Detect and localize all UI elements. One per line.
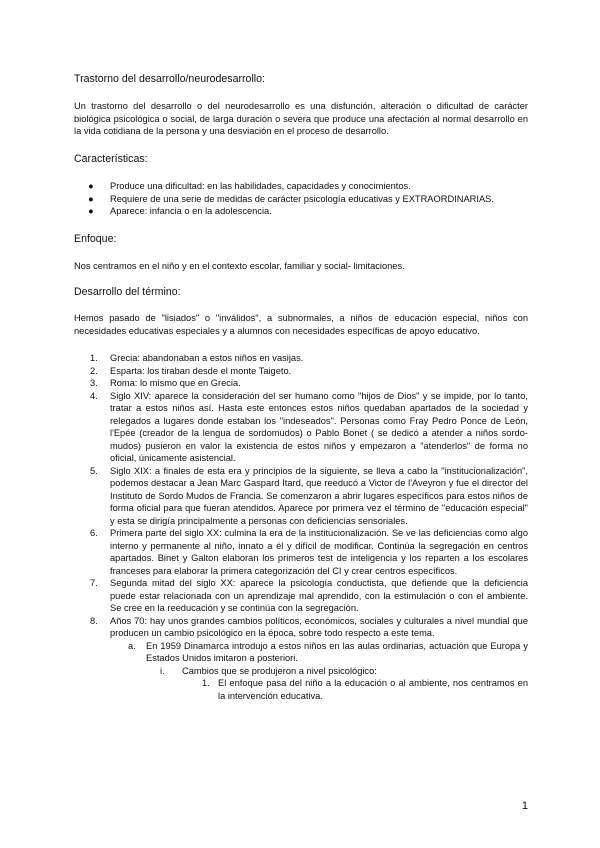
sub-item-a: a. En 1959 Dinamarca introdujo a estos niños en las aulas ordinarias, actuación que Europa y Estados Unidos imitaron a posteriori.: [128, 640, 528, 663]
list-item: 3. Roma: lo mismo que en Grecia.: [90, 378, 241, 388]
list-item: 6. Primera parte del siglo XX: culmina la era de la institucionalización. Se ve las deficiencias como algo interno y permanente al niño, innato a él y difícil de modificar. Continúa la segregación en centros apartados. Binet y Galton elaboran los primeros test de inteligencia y los reparten a los escolares franceses para elaborar la primera categorización del CI y crear centros específicos.: [90, 528, 528, 576]
caracteristicas-heading: Características:: [74, 153, 148, 165]
list-item: 8. Años 70: hay unos grandes cambios políticos, económicos, sociales y culturales a nivel mundial que producen un cambio psicológico en la época, sobre todo respecto a este tema. a. En 1959 Dinamarca introdujo a estos niños en las aulas ordinarias, actuación que Europa y Estados Unidos imitaron a posteriori. i. Cambios que se produjeron a nivel psicológico: 1. El enfoque pasa del niño a la educación o al ambiente, nos centramos en la intervención educativa.: [74, 615, 528, 703]
document-title: Trastorno del desarrollo/neurodesarrollo:: [74, 73, 265, 85]
list-item: ● Produce una dificultad: en las habilidades, capacidades y conocimientos.: [88, 181, 411, 191]
sub-item-i: i. Cambios que se produjeron a nivel psicológico:: [160, 665, 377, 676]
historical-list: [74, 352, 528, 702]
list-item: ● Aparece: infancia o en la adolescencia.: [88, 206, 272, 216]
list-item: 2. Esparta: los tiraban desde el monte Taigeto.: [90, 365, 292, 376]
page-number: 1: [521, 800, 528, 812]
sub-item-1: 1. El enfoque pasa del niño a la educación o al ambiente, nos centramos en la intervención educativa.: [202, 678, 528, 701]
list-item: 7. Segunda mitad del siglo XX: aparece la psicología conductista, que defiende que la deficiencia puede estar relacionada con un aprendizaje mal aprendido, con la estimulación o con el ambiente. Se cree en la reeducación y se continúa con la segregación.: [90, 578, 528, 613]
list-item: 4. Siglo XIV: aparece la consideración del ser humano como "hijos de Dios" y se impide, por lo tanto, tratar a estos niños así. Hasta este entonces estos niños quedaban apartados de la sociedad y relegados a lugares donde estaban los "indeseados". Personas como Fray Pedro Ponce de León, l'Epée (creador de la lengua de sordomudos) o Pablo Bonet ( se dedicó a atender a niños sordo-mudos) pusieron en valor la existencia de estos niños y empezaron a "atenderlos" de forma no oficial, únicamente asistencial.: [90, 390, 528, 463]
termino-heading: Desarrollo del término:: [74, 286, 181, 298]
termino-paragraph: Hemos pasado de "lisiados" o "inválidos", a subnormales, a niños de educación especial, niños con necesidades educativas especiales y a alumnos con necesidades específicas de apoyo educativo.: [74, 313, 528, 336]
bullet-icon: ●: [88, 193, 94, 204]
intro-paragraph: Un trastorno del desarrollo o del neurodesarrollo es una disfunción, alteración o dificultad de carácter biológica psicológica o social, de larga duración o severa que produce una afectación al normal desarrollo en la vida cotidiana de la persona y una desviación en el proceso de desarrollo.: [74, 101, 528, 136]
bullet-icon: ●: [88, 206, 94, 216]
list-item: ● Requiere de una serie de medidas de carácter psicología educativas y EXTRAORDINARIAS.: [88, 193, 494, 204]
bullet-icon: ●: [88, 181, 94, 191]
list-item: 1. Grecia: abandonaban a estos niños en vasijas.: [90, 353, 304, 363]
caracteristicas-list: [74, 180, 534, 218]
list-item: 5. Siglo XIX: a finales de esta era y principios de la siguiente, se lleva a cabo la "institucionalización", podemos destacar a Jean Marc Gaspard Itard, que reeducó a Victor de l'Aveyron y fue el director del Instituto de Sordo Mudos de Francia. Se comenzaron a abrir lugares específicos para estos niños de forma oficial para que fueran atendidos. Aparece por primera vez el término de "educación especial" y esta se dirigía principalmente a personas con deficiencias sensoriales.: [90, 465, 528, 526]
enfoque-paragraph: Nos centramos en el niño y en el contexto escolar, familiar y social- limitaciones.: [74, 261, 405, 271]
enfoque-heading: Enfoque:: [74, 233, 117, 245]
